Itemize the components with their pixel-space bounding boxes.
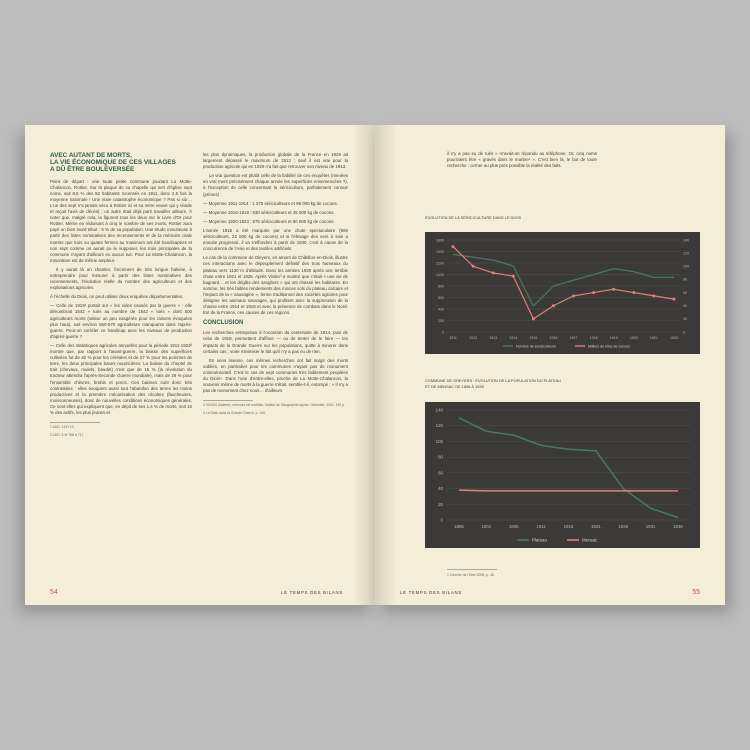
heading-line: AVEC AUTANT DE MORTS, <box>50 152 132 159</box>
footnote-rule <box>447 569 497 570</box>
y-tick-right: 40 <box>683 304 687 309</box>
data-point <box>572 294 575 297</box>
left-column-1 <box>50 152 192 440</box>
y-tick-label: 80 <box>438 454 443 460</box>
chart-1-panel <box>425 232 700 354</box>
series-line <box>459 418 678 518</box>
x-tick-label: 1919 <box>609 336 618 340</box>
y-tick-left: 1000 <box>436 272 444 277</box>
data-point <box>532 317 535 320</box>
running-head: LE TEMPS DES BILANS <box>400 590 463 595</box>
right-page <box>375 125 725 605</box>
x-tick-label: 1918 <box>589 336 598 340</box>
data-point <box>632 291 635 294</box>
y-tick-left: 1400 <box>436 249 444 254</box>
y-tick-label: 40 <box>438 486 443 492</box>
x-tick-label: 1921 <box>590 524 601 529</box>
y-tick-left: 200 <box>438 318 444 323</box>
y-tick-right: 20 <box>683 317 687 322</box>
y-tick-right: 120 <box>683 251 689 256</box>
y-tick-right: 140 <box>683 238 689 243</box>
x-tick-label: 1917 <box>569 336 578 340</box>
y-tick-label: 120 <box>435 423 443 429</box>
population-chart <box>425 402 700 548</box>
page-number: 55 <box>692 589 700 596</box>
legend-label: Nombre de sériciculteurs <box>516 344 556 349</box>
x-tick-label: 1906 <box>508 524 519 529</box>
x-tick-label: 1914 <box>509 336 518 340</box>
footnote: 1 ADD, 16 R 19. <box>50 425 75 430</box>
y-tick-left: 800 <box>438 284 444 289</box>
x-tick-label: 1931 <box>645 524 656 529</box>
paragraph: — Moyenne 1911-1914 : 1 375 sériciculteurs et 96 000 kg de cocons. <box>203 200 338 206</box>
x-tick-label: 1911 <box>536 524 546 529</box>
open-book <box>25 125 725 605</box>
x-tick-label: 1901 <box>481 524 492 529</box>
legend-label: Milliers de kilos de cocons <box>588 344 630 349</box>
paragraph: Il y aurait là un chantier, forcément de très longue haleine, à entreprendre pour mesurer à partir des listes nominatives des recensements, l'évolution réelle du nombre des agriculteurs et des exploitations agricoles. <box>50 266 192 291</box>
y-tick-left: 400 <box>438 307 444 312</box>
paragraph: — Moyenne 1915-1919 : 630 sériciculteurs et 45 000 kg de cocons. <box>203 209 335 215</box>
left-page <box>25 125 375 605</box>
gutter-shadow <box>375 125 397 605</box>
heading-line: A DÛ ÊTRE BOULEVERSÉE <box>50 166 135 174</box>
y-tick-label: 100 <box>435 438 443 444</box>
footnote-rule <box>203 400 253 401</box>
left-column-2 <box>203 152 348 418</box>
x-tick-label: 1916 <box>563 524 574 529</box>
paragraph: En sens inverse, ces mêmes recherches ont fait surgir des morts oubliés, en particulier pour les communes n'ayant pas de monument commémoratif. C'est le cas de sept communes très faiblement peuplées du Diois⁴. Dans l'une d'entre-elles, proche de La Motte-Chalancon, la souvenir même de morts à la guerre s'était, semble-t-il, estompé : « Il n'y a pas de monument chez nous… d'ailleurs <box>203 357 348 394</box>
data-point <box>552 304 555 307</box>
y-tick-label: 60 <box>438 470 443 476</box>
paragraph: — Celle de 1919¹ portait sur « les vides causés par la guerre » : elle dénombrait 1542 « tués au nombre de 1542 « tués » dont 500 agriculteurs morts (valeur un peu exagérée pour les raisons évoquées plus haut), soit environ 560-570 agriculteurs manquants dans l'après-guerre. Peut-on corréler ce handicap avec les niveaux de production d'après-guerre ? <box>50 303 192 339</box>
right-intro-text <box>447 151 597 172</box>
y-tick-left: 0 <box>442 330 444 335</box>
sericulture-chart <box>425 232 700 354</box>
y-tick-label: 20 <box>438 501 443 507</box>
footnote: 1 Comme de l'Oise 2006, p. 38. <box>447 573 495 577</box>
x-tick-label: 1926 <box>618 524 629 529</box>
data-point <box>652 294 655 297</box>
paragraph: Les recherches entreprises à l'occasion du centenaire de 1914, puis de celui de 1918, permettent d'affiner — ou de tenter de le faire — les impacts de la Grande Guerre sur les populations, quitte à minorer dans certains cas ; voire minimiser le fait qu'il n'y a pas eu de rien. <box>203 330 348 354</box>
chart-title-line: ET DE MENSAC DE 1896 À 1936 <box>425 383 484 389</box>
series-line <box>459 490 678 491</box>
paragraph: Le cas de la commune de Gleyers, en amont de Châtillon-en-Diois, illustre ces interactions avec le dépeuplement définitif des trois hameaux du plateau vers 1130 m d'altitude. Dans les années 1930 après une terrible chute entre 1921 et 1926. Après Vivian³ a montré que c'était « une vie de bagnard… et les dégâts des sangliers » qui ont chassé les habitants. En somme, les très faibles rendements des minces sols du plateau calcaire et l'impact de la « sauvagine », ferme traditionnel des sociétés agraires pour désigner les animaux sauvages, qui profitent avec la suppression de la chasse entre 1914 et 1918 et avec la présence de combats dans le Nord-Est de la France, ces causes de ces régions. <box>203 255 348 316</box>
conclusion-heading: CONCLUSION <box>203 320 244 327</box>
paragraph: — Moyenne 1920-1923 : 975 sériciculteurs et 60 000 kg de cocons. <box>203 218 335 224</box>
heading-line: LA VIE ÉCONOMIQUE DE CES VILLAGES <box>50 159 176 167</box>
y-tick-left: 1200 <box>436 261 444 266</box>
paragraph: — Celle des statistiques agricoles annuelles pour la période 1911-1923² montre que, par rapport à l'avant-guerre, la baisse des superficies cultivées fut de 40 % pour les céréales et de 27 % pour les pommes de terre, les deux principales bases nourricières. La baisse du cheptel de trait (chevaux, mulets, baudet) n'est que de 15 % (la révolution du tracteur attendra l'après-Seconde Guerre mondiale), mais de 29 % pour l'ensemble chèvres, brebis et porcs. Ces baisses sont donc très contrastées : elles évoquent aussi tout l'abandon des terres les moins productives et la première mécanisation des récoltes (faucheuses, moissonneuses), donc de nouvelles conditions économiques générales. Ce sont elles qui expliquent que, en dépit de ses 1,4 % de morts, soit 16 % des actifs, les plus jeunes et <box>50 342 192 415</box>
data-point <box>673 298 676 301</box>
x-tick-label: 1921 <box>649 336 658 340</box>
footnote-rule <box>50 422 100 423</box>
page-number: 54 <box>50 589 58 596</box>
data-point <box>592 291 595 294</box>
y-tick-left: 1600 <box>436 238 444 243</box>
running-head: LE TEMPS DES BILANS <box>280 590 343 595</box>
paragraph: L'année 1915 a été marquée par une chute spectaculaire (566 sériciculteurs, 22 500 kg de cocons) et si l'élevage des vers à soie a ensuite progressé, il va s'effondrer à partir de 1930, c'est à cause de la concurrence de l'Asie et des textiles artificiels. <box>203 227 348 252</box>
chart-title-line: COMMUNE DE GREYERS : ÉVOLUTION DE LA POPULATION DU PLATEAU <box>425 378 562 383</box>
paragraph: À l'échelle du Diois, on peut utiliser deux enquêtes départementales. <box>50 294 184 300</box>
paragraph: il n'y a pas eu de tués » m'avait-on répondu au téléphone. Or, cinq noms pourraient être « gravés dans le marbre¹ ». C'est bien là, le but de toute recherche : cerner au plus près possible la réalité des faits. <box>447 151 597 169</box>
x-tick-label: 1911 <box>449 336 457 340</box>
x-tick-label: 1916 <box>549 336 558 340</box>
x-tick-label: 1936 <box>673 524 683 529</box>
gutter-shadow <box>353 125 375 605</box>
paragraph: Point de départ : une toute petite commune jouxtant La Motte-Chalancon, Rottier. Sur la plaque de sa chapelle qui sert d'église sept noms, soit 8,5 % des 82 habitants recensés en 1911, donc 2,5 fois la moyenne nationale ! Une vraie catastrophe économique ? Pas si sûr… L'un des sept n'a jamais vécu à Rottier ici et sa mère veuve qui y réside et reçoit l'avis de décès) ; un autre était déjà parti travailler ailleurs. À noter que, malgré cela, la figurent tous les deux sur le Livre d'Or pour Rottier. Même en réduisant à cinq le nombre de ses morts, Rottier aura payé un bien lourd tribut : 6 % de sa population. Une étude minutieuse à partir des listes nominatives des recensements et de la mémoire orale montre que trois ou quatre fermes au maximum ont été handicapées et non sept comme on aurait pu le supposer, les trois principales de la commune n'ayant d'ailleurs eu aucun tué. Pour La Motte-Chalancon, la minoration est de même ampleur. <box>50 178 192 263</box>
paragraph: les plus dynamiques, la production globale de la France en 1929 ait largement dépassé le maximum de 1913 ; sauf il est vrai pour la production agricole qui en 1929 n'a fait que retrouver son niveau de 1913. <box>203 152 348 170</box>
y-tick-right: 60 <box>683 290 687 295</box>
data-point <box>472 265 475 268</box>
chart-2-title <box>425 378 561 389</box>
y-tick-right: 100 <box>683 264 689 269</box>
y-tick-right: 0 <box>683 330 685 335</box>
x-tick-label: 1920 <box>629 336 638 340</box>
series-line <box>453 254 674 306</box>
chart-1-title: ÉVOLUTION DE LA SÉRICICULTURE DANS LE DIOIS <box>425 215 522 220</box>
y-tick-label: 140 <box>435 407 443 413</box>
footnote: 3 VIVIAN (Valérie), mémoire de maîtrise, Institut de Géographie alpine, Grenoble, 2001, 192 p. <box>203 403 346 408</box>
data-point <box>612 288 615 291</box>
x-tick-label: 1922 <box>670 336 678 340</box>
data-point <box>452 245 455 248</box>
chart-2-panel <box>425 402 700 548</box>
paragraph: Le vrai question est plutôt celle de la fiabilité de ces enquêtes (menées en vrai ment précisément chaque année les superficies ensemencées ?), à l'exception de celle concernant la sériciculture, parfaitement connue (primes) : <box>203 173 348 197</box>
data-point <box>492 271 495 274</box>
y-tick-label: 0 <box>440 517 443 523</box>
footnote: 4 Le Diois dans la Grande Guerre, p. 146. <box>203 410 266 415</box>
y-tick-right: 80 <box>683 277 687 282</box>
legend-label: Mensac <box>582 537 598 543</box>
x-tick-label: 1912 <box>469 336 478 340</box>
footnote: 2 ADD, 6 M 768 à 717. <box>50 432 85 437</box>
data-point <box>512 275 515 278</box>
section-heading <box>50 152 192 174</box>
legend-label: Plateau <box>532 537 547 543</box>
y-tick-left: 600 <box>438 295 444 300</box>
x-tick-label: 1896 <box>454 524 464 529</box>
x-tick-label: 1913 <box>489 336 498 340</box>
x-tick-label: 1915 <box>529 336 538 340</box>
